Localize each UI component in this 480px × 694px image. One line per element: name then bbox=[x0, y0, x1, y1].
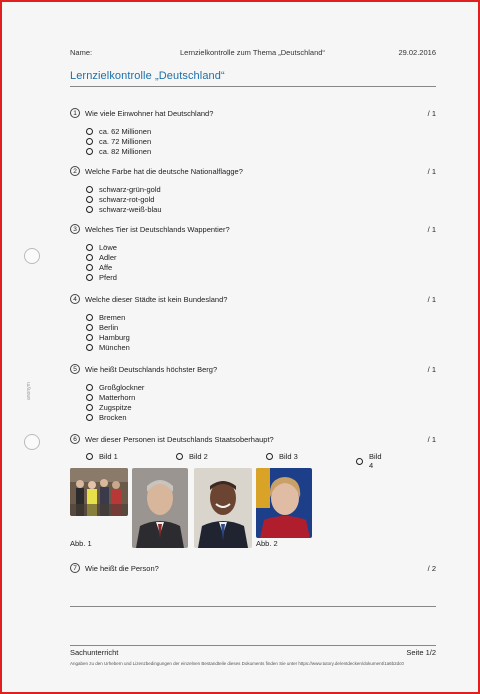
footer-divider bbox=[70, 645, 436, 646]
answer-option[interactable]: schwarz-weiß-blau bbox=[86, 204, 436, 214]
question-text: Welche dieser Städte ist kein Bundesland? bbox=[85, 294, 228, 304]
radio-button[interactable] bbox=[86, 196, 93, 203]
page-title: Lernzielkontrolle „Deutschland“ bbox=[70, 70, 225, 82]
question-number: 3 bbox=[70, 224, 80, 234]
name-label: Name: bbox=[70, 48, 93, 57]
radio-button[interactable] bbox=[86, 138, 93, 145]
question-2 bbox=[70, 166, 436, 215]
radio-button[interactable] bbox=[86, 274, 93, 281]
question-number: 5 bbox=[70, 364, 80, 374]
photo-2 bbox=[132, 468, 188, 548]
title-divider bbox=[70, 86, 436, 87]
answer-option-bild-1[interactable]: Bild 1 bbox=[86, 452, 118, 461]
answer-option[interactable]: ca. 62 Millionen bbox=[86, 126, 436, 136]
answer-option[interactable]: Brocken bbox=[86, 412, 436, 422]
page-footer bbox=[70, 648, 436, 657]
answer-option[interactable]: ca. 82 Millionen bbox=[86, 146, 436, 156]
answer-option-bild-4[interactable]: Bild 4 bbox=[356, 452, 386, 470]
answer-option[interactable]: München bbox=[86, 342, 436, 352]
question-text: Wie viele Einwohner hat Deutschland? bbox=[85, 108, 214, 118]
question-4 bbox=[70, 294, 436, 352]
caption-2: Abb. 2 bbox=[256, 539, 278, 548]
answer-option[interactable]: Zugspitze bbox=[86, 402, 436, 412]
radio-button[interactable] bbox=[86, 394, 93, 401]
question-points: / 1 bbox=[427, 435, 436, 444]
radio-button[interactable] bbox=[266, 453, 273, 460]
radio-button[interactable] bbox=[86, 244, 93, 251]
question-7 bbox=[70, 563, 436, 573]
question-points: / 1 bbox=[427, 109, 436, 118]
answer-option[interactable]: Pferd bbox=[86, 272, 436, 282]
radio-button[interactable] bbox=[86, 186, 93, 193]
caption-1: Abb. 1 bbox=[70, 539, 92, 548]
question-text: Wer dieser Personen ist Deutschlands Staatsoberhaupt? bbox=[85, 434, 274, 444]
radio-button[interactable] bbox=[176, 453, 183, 460]
punch-hole-top bbox=[24, 248, 40, 264]
answer-option[interactable]: ca. 72 Millionen bbox=[86, 136, 436, 146]
answer-option[interactable]: Matterhorn bbox=[86, 392, 436, 402]
header-topic: Lernzielkontrolle zum Thema „Deutschland“ bbox=[180, 48, 325, 57]
radio-button[interactable] bbox=[86, 254, 93, 261]
radio-button[interactable] bbox=[86, 314, 93, 321]
radio-button[interactable] bbox=[86, 334, 93, 341]
question-1 bbox=[70, 108, 436, 157]
answer-option[interactable]: Affe bbox=[86, 262, 436, 272]
answer-option[interactable]: Großglockner bbox=[86, 382, 436, 392]
question-text: Wie heißt die Person? bbox=[85, 563, 159, 573]
question-text: Welche Farbe hat die deutsche Nationalflagge? bbox=[85, 166, 243, 176]
question-number: 4 bbox=[70, 294, 80, 304]
question-5 bbox=[70, 364, 436, 422]
question-points: / 1 bbox=[427, 295, 436, 304]
legal-notice: Angaben zu den Urhebern und Lizenzbedingungen der einzelnen Bestandteile dieses Dokuments finden Sie unter https://www.tutory.de/entdecken/dokument/1a6b2dc0 bbox=[70, 661, 404, 666]
question-number: 6 bbox=[70, 434, 80, 444]
question-text: Welches Tier ist Deutschlands Wappentier? bbox=[85, 224, 230, 234]
footer-subject: Sachunterricht bbox=[70, 648, 119, 657]
answer-option-bild-2[interactable]: Bild 2 bbox=[176, 452, 208, 461]
radio-button[interactable] bbox=[86, 148, 93, 155]
radio-button[interactable] bbox=[86, 264, 93, 271]
answer-option[interactable]: schwarz-rot-gold bbox=[86, 194, 436, 204]
radio-button[interactable] bbox=[86, 404, 93, 411]
radio-button[interactable] bbox=[86, 384, 93, 391]
question-3 bbox=[70, 224, 436, 282]
page-header bbox=[70, 48, 436, 57]
question-points: / 1 bbox=[427, 365, 436, 374]
question-text: Wie heißt Deutschlands höchster Berg? bbox=[85, 364, 218, 374]
image-choice-row bbox=[86, 452, 386, 470]
question-points: / 1 bbox=[427, 225, 436, 234]
punch-hole-bottom bbox=[24, 434, 40, 450]
radio-button[interactable] bbox=[86, 344, 93, 351]
answer-option[interactable]: Berlin bbox=[86, 322, 436, 332]
question-number: 1 bbox=[70, 108, 80, 118]
radio-button[interactable] bbox=[86, 128, 93, 135]
question-points: / 1 bbox=[427, 167, 436, 176]
answer-line[interactable] bbox=[70, 606, 436, 607]
radio-button[interactable] bbox=[356, 458, 363, 465]
answer-option[interactable]: Löwe bbox=[86, 242, 436, 252]
answer-option[interactable]: Bremen bbox=[86, 312, 436, 322]
photo-1 bbox=[70, 468, 128, 516]
question-6 bbox=[70, 434, 436, 444]
radio-button[interactable] bbox=[86, 206, 93, 213]
radio-button[interactable] bbox=[86, 453, 93, 460]
answer-option[interactable]: schwarz-grün-gold bbox=[86, 184, 436, 194]
answer-option[interactable]: Hamburg bbox=[86, 332, 436, 342]
radio-button[interactable] bbox=[86, 414, 93, 421]
photo-4 bbox=[256, 468, 312, 538]
header-date: 29.02.2016 bbox=[398, 48, 436, 57]
footer-page: Seite 1/2 bbox=[406, 648, 436, 657]
radio-button[interactable] bbox=[86, 324, 93, 331]
question-number: 7 bbox=[70, 563, 80, 573]
answer-option-bild-3[interactable]: Bild 3 bbox=[266, 452, 298, 461]
photo-3 bbox=[194, 468, 252, 548]
question-number: 2 bbox=[70, 166, 80, 176]
answer-option[interactable]: Adler bbox=[86, 252, 436, 262]
side-label: anonym bbox=[26, 382, 32, 400]
question-points: / 2 bbox=[427, 564, 436, 573]
